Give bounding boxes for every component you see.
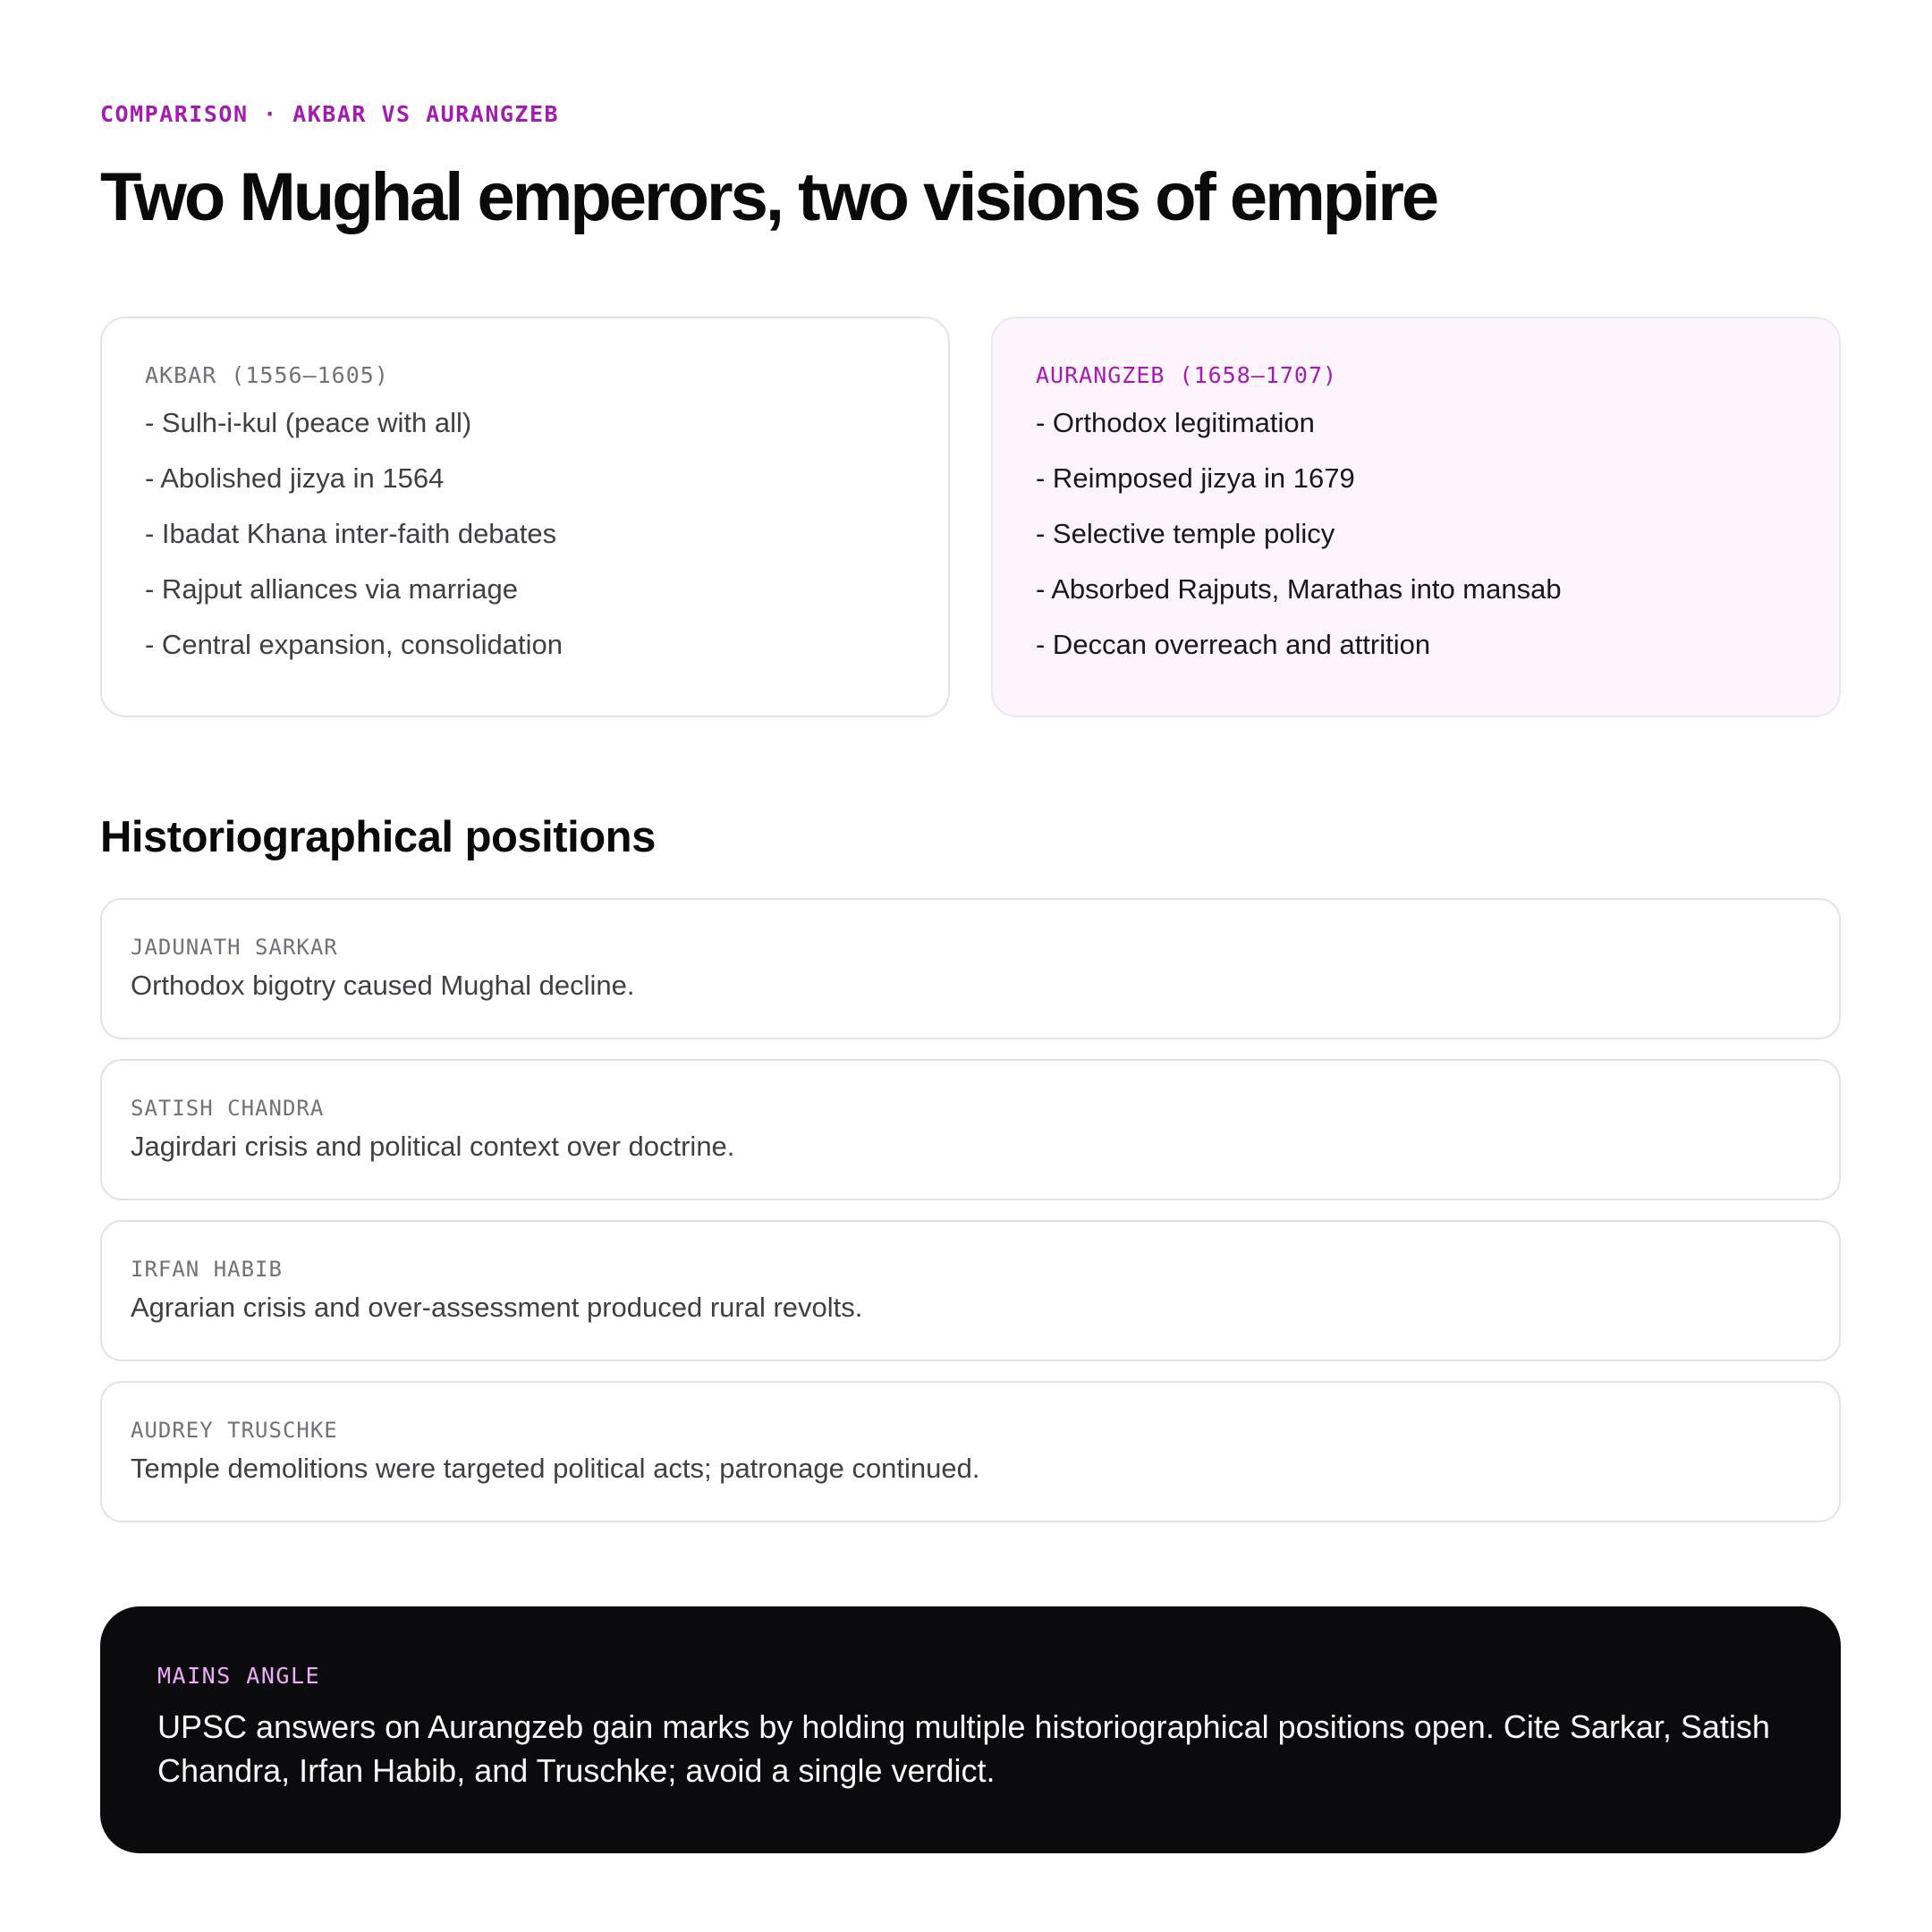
historian-name: SATISH CHANDRA	[131, 1096, 325, 1121]
mains-angle-label: MAINS ANGLE	[157, 1663, 321, 1689]
historian-name: AUDREY TRUSCHKE	[131, 1418, 338, 1443]
aurangzeb-card	[991, 317, 1841, 717]
aurangzeb-list-item: - Absorbed Rajputs, Marathas into mansab	[1036, 573, 1562, 605]
historian-name: JADUNATH SARKAR	[131, 935, 338, 960]
historian-position: Temple demolitions were targeted political acts; patronage continued.	[131, 1453, 980, 1484]
mains-angle-text: UPSC answers on Aurangzeb gain marks by holding multiple historiographical positions open. Cite Sarkar, Satish Chandra, Irfan Habib, and Truschke; avoid a single verdict.	[157, 1708, 1770, 1789]
aurangzeb-card-label: AURANGZEB (1658–1707)	[1036, 362, 1338, 388]
comparison-cards	[100, 317, 1841, 717]
akbar-card-label: AKBAR (1556–1605)	[145, 362, 389, 388]
position-card	[100, 1059, 1841, 1200]
akbar-list-item: - Sulh-i-kul (peace with all)	[145, 407, 472, 438]
historian-position: Agrarian crisis and over-assessment produced rural revolts.	[131, 1292, 863, 1323]
historian-position: Jagirdari crisis and political context over doctrine.	[131, 1131, 735, 1162]
historian-position: Orthodox bigotry caused Mughal decline.	[131, 970, 635, 1001]
historiography-heading: Historiographical positions	[100, 813, 656, 861]
akbar-list-item: - Abolished jizya in 1564	[145, 462, 445, 494]
mains-angle-panel	[100, 1606, 1841, 1853]
aurangzeb-list	[1036, 404, 1796, 664]
historian-name: IRFAN HABIB	[131, 1257, 283, 1282]
akbar-list-item: - Central expansion, consolidation	[145, 629, 563, 660]
aurangzeb-list-item: - Selective temple policy	[1036, 518, 1335, 549]
aurangzeb-list-item: - Reimposed jizya in 1679	[1036, 462, 1355, 494]
akbar-list-item: - Ibadat Khana inter-faith debates	[145, 518, 557, 549]
position-card	[100, 898, 1841, 1039]
aurangzeb-list-item: - Orthodox legitimation	[1036, 407, 1315, 438]
page-title: Two Mughal emperors, two visions of empire	[100, 159, 1437, 235]
position-card	[100, 1220, 1841, 1361]
historiography-list	[100, 898, 1841, 1522]
eyebrow-label: COMPARISON · AKBAR VS AURANGZEB	[100, 101, 560, 127]
akbar-list-item: - Rajput alliances via marriage	[145, 573, 518, 605]
page	[100, 100, 1841, 1853]
position-card	[100, 1381, 1841, 1522]
aurangzeb-list-item: - Deccan overreach and attrition	[1036, 629, 1431, 660]
akbar-list	[145, 404, 905, 664]
akbar-card	[100, 317, 950, 717]
